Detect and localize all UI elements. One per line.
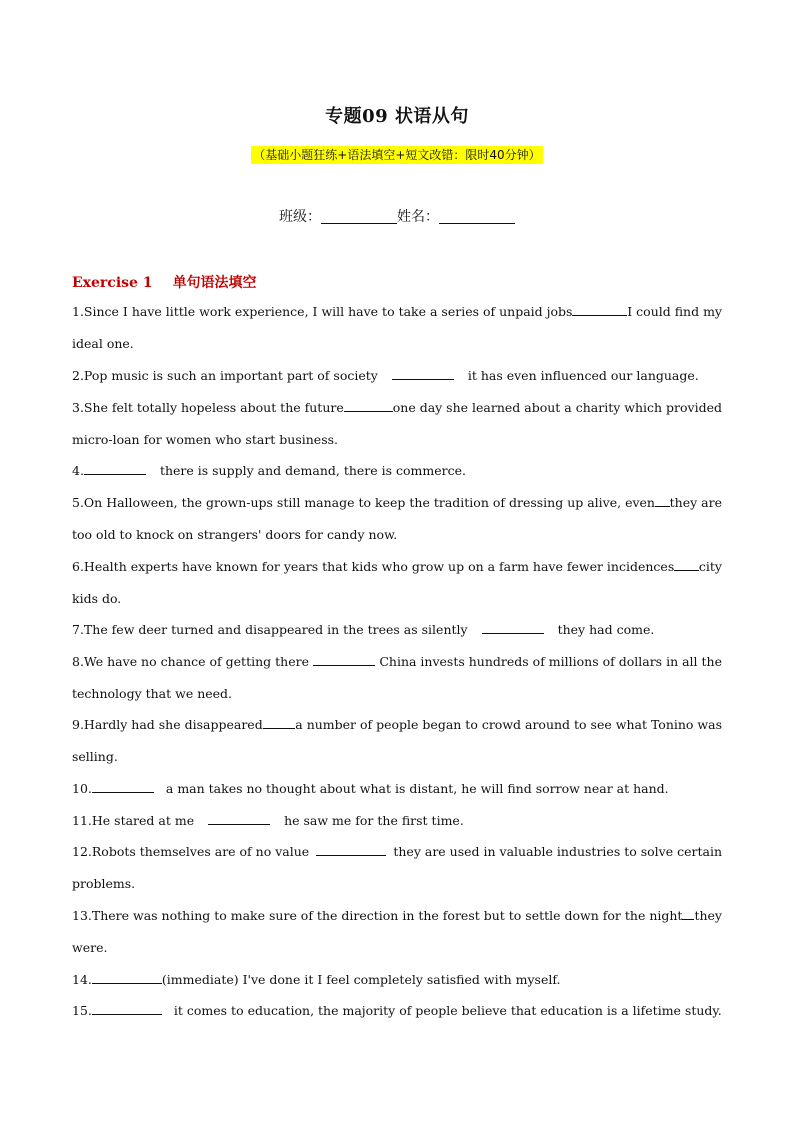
subtitle-highlight: （基础小题狂练+语法填空+短文改错：限时40分钟） <box>253 148 541 162</box>
question-text: 15. <box>72 1003 92 1018</box>
exercise-heading <box>72 272 257 292</box>
answer-blank[interactable] <box>482 621 544 634</box>
question-15 <box>72 1002 722 1020</box>
question-text: 11.He stared at me <box>72 813 195 828</box>
answer-blank[interactable] <box>316 843 386 856</box>
question-text: 14. <box>72 972 92 987</box>
question-text: 2.Pop music is such an important part of society <box>72 368 378 383</box>
subtitle-container <box>0 144 794 164</box>
exercise-name: 单句语法填空 <box>172 275 257 291</box>
question-5 <box>72 494 722 544</box>
question-text: they <box>694 908 722 923</box>
question-text: a man takes no thought about what is distant, he will find sorrow near at hand. <box>165 781 669 796</box>
question-14 <box>72 971 722 989</box>
question-text: there is supply and demand, there is commerce. <box>159 463 467 478</box>
name-blank[interactable] <box>439 209 515 224</box>
question-11 <box>72 812 722 830</box>
question-text: selling. <box>72 749 118 764</box>
question-2 <box>72 367 722 385</box>
question-text: technology that we need. <box>72 686 233 701</box>
question-text: 13.There was nothing to make sure of the direction in the forest but to settle down for the night <box>72 908 683 923</box>
question-6 <box>72 558 722 608</box>
question-text: 6.Health experts have known for years that kids who grow up on a farm have fewer incidences <box>72 559 675 574</box>
question-text: they had come. <box>557 622 655 637</box>
question-12 <box>72 843 722 893</box>
question-text: 10. <box>72 781 92 796</box>
question-7 <box>72 621 722 639</box>
question-text: it has even influenced our language. <box>467 368 699 383</box>
question-text: ideal one. <box>72 336 134 351</box>
answer-blank[interactable] <box>572 303 627 316</box>
question-1 <box>72 303 722 353</box>
answer-blank[interactable] <box>655 494 670 507</box>
question-text: 1.Since I have little work experience, I will have to take a series of unpaid jobs <box>72 304 573 319</box>
answer-blank[interactable] <box>682 907 694 920</box>
question-text: they are <box>669 495 722 510</box>
answer-blank[interactable] <box>674 558 699 571</box>
question-text: kids do. <box>72 591 122 606</box>
question-text: one day she learned about a charity which provided <box>392 400 722 415</box>
question-text: problems. <box>72 876 136 891</box>
question-text: micro-loan for women who start business. <box>72 432 339 447</box>
question-text: city <box>698 559 722 574</box>
answer-blank[interactable] <box>344 399 393 412</box>
question-text: it comes to education, the majority of people believe that education is a lifetime study. <box>173 1003 722 1018</box>
question-text: 12.Robots themselves are of no value <box>72 844 310 859</box>
question-text: 7.The few deer turned and disappeared in the trees as silently <box>72 622 468 637</box>
question-text: a number of people began to crowd around to see what Tonino was <box>295 717 722 732</box>
question-text: 4. <box>72 463 84 478</box>
question-text: 8.We have no chance of getting there <box>72 654 309 669</box>
question-13 <box>72 907 722 957</box>
answer-blank[interactable] <box>92 971 162 984</box>
student-info-line <box>0 206 794 226</box>
question-text: he saw me for the first time. <box>284 813 464 828</box>
answer-blank[interactable] <box>392 367 454 380</box>
answer-blank[interactable] <box>92 780 154 793</box>
class-label: 班级： <box>279 209 321 225</box>
answer-blank[interactable] <box>92 1002 162 1015</box>
question-text: (immediate) I've done it I feel completely satisfied with myself. <box>161 972 561 987</box>
question-4 <box>72 462 722 480</box>
question-text: they are used in valuable industries to solve certain <box>393 844 722 859</box>
question-text: 5.On Halloween, the grown-ups still manage to keep the tradition of dressing up alive, even <box>72 495 655 510</box>
question-text: were. <box>72 940 108 955</box>
page-title: 专题09 状语从句 <box>325 106 469 127</box>
answer-blank[interactable] <box>208 812 270 825</box>
question-text: China invests hundreds of millions of dollars in all the <box>379 654 722 669</box>
answer-blank[interactable] <box>263 716 296 729</box>
question-text: 9.Hardly had she disappeared <box>72 717 263 732</box>
question-text: I could find my <box>627 304 722 319</box>
question-text: too old to knock on strangers' doors for candy now. <box>72 527 398 542</box>
question-10 <box>72 780 722 798</box>
answer-blank[interactable] <box>84 462 146 475</box>
class-blank[interactable] <box>321 209 397 224</box>
question-9 <box>72 716 722 766</box>
question-text: 3.She felt totally hopeless about the future <box>72 400 344 415</box>
answer-blank[interactable] <box>313 653 375 666</box>
exercise-number: Exercise 1 <box>72 275 153 291</box>
question-8 <box>72 653 722 703</box>
question-3 <box>72 399 722 449</box>
name-label: 姓名： <box>397 209 439 225</box>
